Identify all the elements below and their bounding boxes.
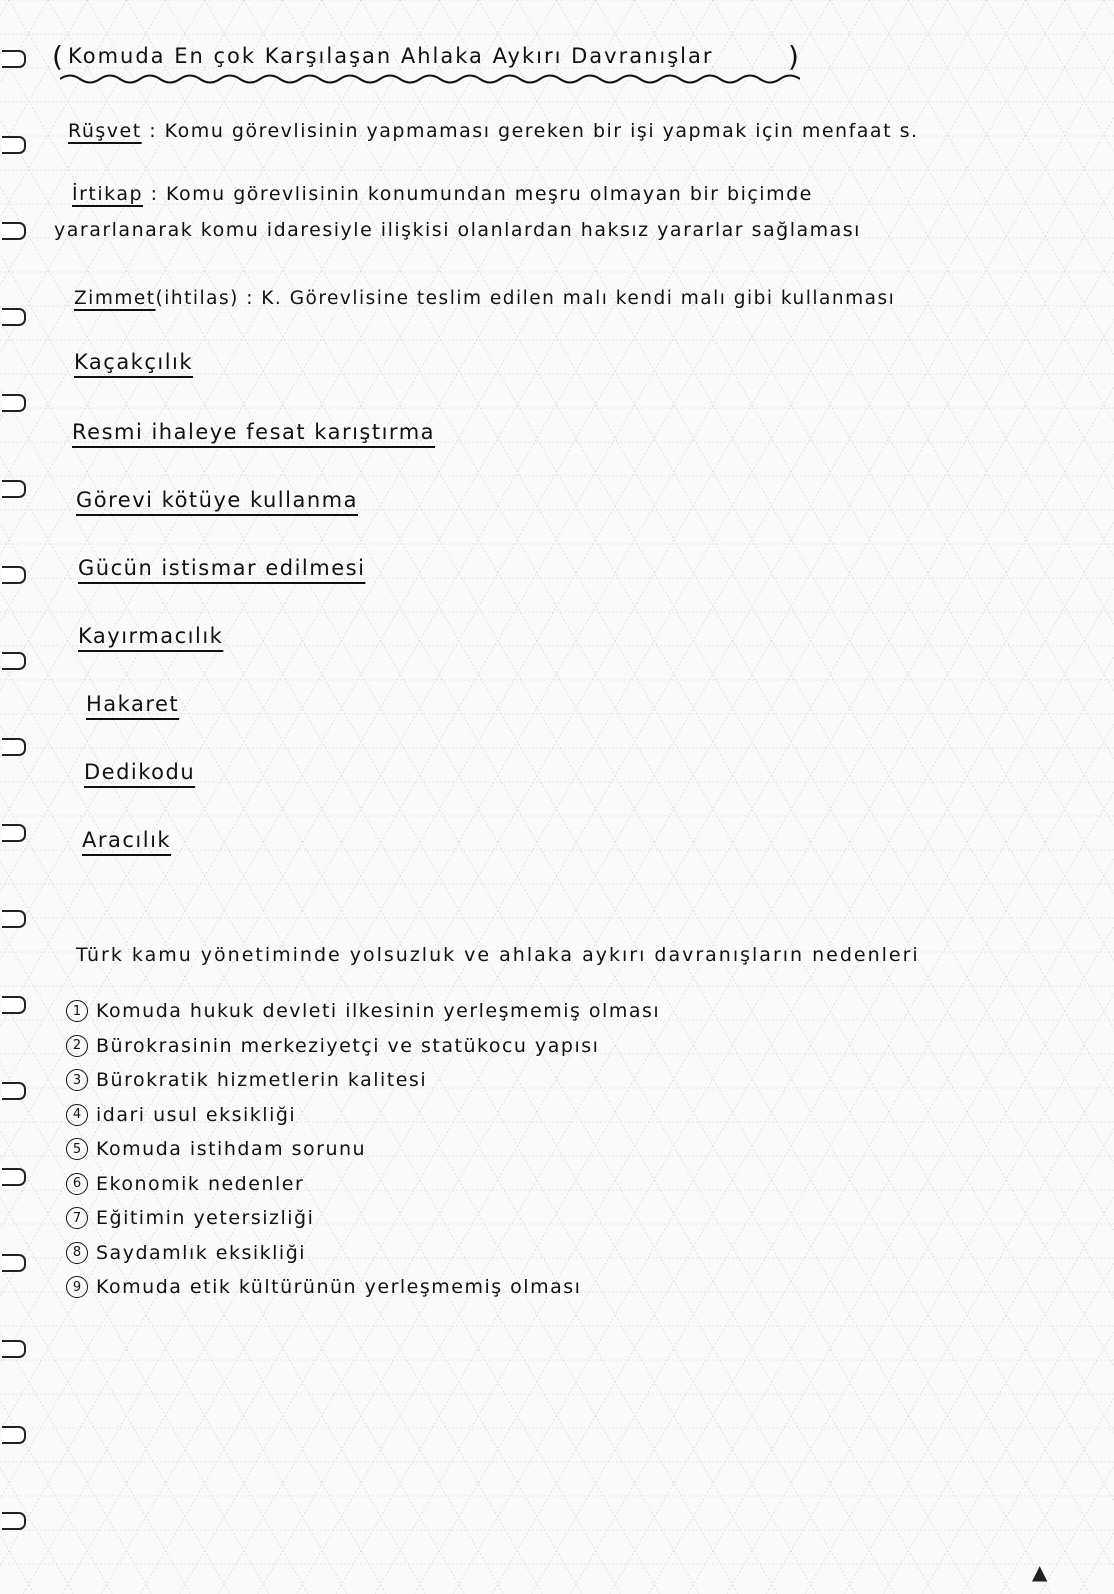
definition-term: İrtikap: [72, 183, 144, 205]
reason-item: [66, 1138, 366, 1160]
reason-text: Komuda hukuk devleti ilkesinin yerleşmemiş olması: [96, 1000, 661, 1022]
reason-text: Bürokrasinin merkeziyetçi ve statükocu yapısı: [96, 1034, 600, 1057]
topic-item: Gücün istismar edilmesi: [78, 556, 366, 580]
notebook-logo-icon: ▲: [1032, 1560, 1048, 1584]
reason-text: Bürokratik hizmetlerin kalitesi: [96, 1069, 428, 1091]
definition-separator: :: [143, 183, 167, 205]
notebook-spiral-binding: [0, 0, 34, 1594]
topic-item: Hakaret: [86, 692, 180, 716]
definition-rusvet: [68, 120, 919, 142]
reason-number: 2: [66, 1035, 88, 1057]
page-title: Komuda En çok Karşılaşan Ahlaka Aykırı Davranışlar: [68, 44, 714, 68]
reason-number: 7: [66, 1207, 88, 1229]
reason-text: Saydamlık eksikliği: [96, 1241, 307, 1264]
topic-item: Kayırmacılık: [78, 624, 224, 648]
topic-item: Aracılık: [82, 828, 172, 852]
spiral-hole: [2, 1082, 26, 1100]
reason-item: [66, 1207, 314, 1229]
topic-item: Görevi kötüye kullanma: [76, 488, 358, 512]
spiral-hole: [2, 1426, 26, 1444]
spiral-hole: [2, 652, 26, 670]
definition-irtikap-continued: yararlanarak komu idaresiyle ilişkisi olanlardan haksız yararlar sağlaması: [54, 219, 861, 241]
reason-number: 5: [66, 1138, 88, 1160]
spiral-hole: [2, 1254, 26, 1272]
reason-item: [66, 1000, 660, 1022]
reason-number: 9: [66, 1276, 88, 1298]
definition-term: Zimmet: [74, 288, 156, 309]
reason-number: 3: [66, 1069, 88, 1091]
title-wavy-underline: [60, 72, 800, 86]
title-open-paren: (: [52, 40, 63, 73]
spiral-hole: [2, 1168, 26, 1186]
definition-irtikap: [72, 183, 813, 205]
spiral-hole: [2, 136, 26, 154]
reason-number: 1: [66, 1000, 88, 1022]
topic-item: Dedikodu: [84, 760, 196, 784]
spiral-hole: [2, 308, 26, 326]
reason-item: [66, 1069, 427, 1091]
spiral-hole: [2, 566, 26, 584]
definition-text: (ihtilas) : K. Görevlisine teslim edilen malı kendi malı gibi kullanması: [155, 288, 896, 309]
definition-term: Rüşvet: [68, 120, 142, 142]
reason-item: [66, 1276, 581, 1298]
reason-number: 8: [66, 1242, 88, 1264]
spiral-hole: [2, 480, 26, 498]
reason-number: 6: [66, 1173, 88, 1195]
spiral-hole: [2, 910, 26, 928]
reason-item: [66, 1173, 304, 1195]
topic-item: Resmi ihaleye fesat karıştırma: [72, 420, 436, 444]
reason-text: Komuda etik kültürünün yerleşmemiş olması: [96, 1276, 582, 1298]
reason-number: 4: [66, 1104, 88, 1126]
spiral-hole: [2, 222, 26, 240]
definition-zimmet: [74, 288, 895, 309]
spiral-hole: [2, 996, 26, 1014]
reason-text: Ekonomik nedenler: [96, 1172, 305, 1195]
definition-text: Komu görevlisinin konumundan meşru olmayan bir biçimde: [166, 183, 813, 205]
reason-item: [66, 1035, 599, 1057]
reasons-heading: Türk kamu yönetiminde yolsuzluk ve ahlaka aykırı davranışların nedenleri: [76, 944, 920, 966]
spiral-hole: [2, 1340, 26, 1358]
topic-item: Kaçakçılık: [74, 350, 194, 374]
definition-text: Komu görevlisinin yapmaması gereken bir işi yapmak için menfaat s.: [164, 120, 919, 142]
spiral-hole: [2, 394, 26, 412]
spiral-hole: [2, 50, 26, 68]
reason-text: Eğitimin yetersizliği: [96, 1207, 315, 1229]
spiral-hole: [2, 824, 26, 842]
reason-item: [66, 1104, 296, 1126]
spiral-hole: [2, 1512, 26, 1530]
reason-item: [66, 1242, 306, 1264]
title-close-paren: ): [788, 40, 799, 73]
definition-separator: :: [141, 120, 165, 142]
spiral-hole: [2, 738, 26, 756]
reason-text: idari usul eksikliği: [96, 1103, 297, 1126]
reason-text: Komuda istihdam sorunu: [96, 1138, 367, 1160]
